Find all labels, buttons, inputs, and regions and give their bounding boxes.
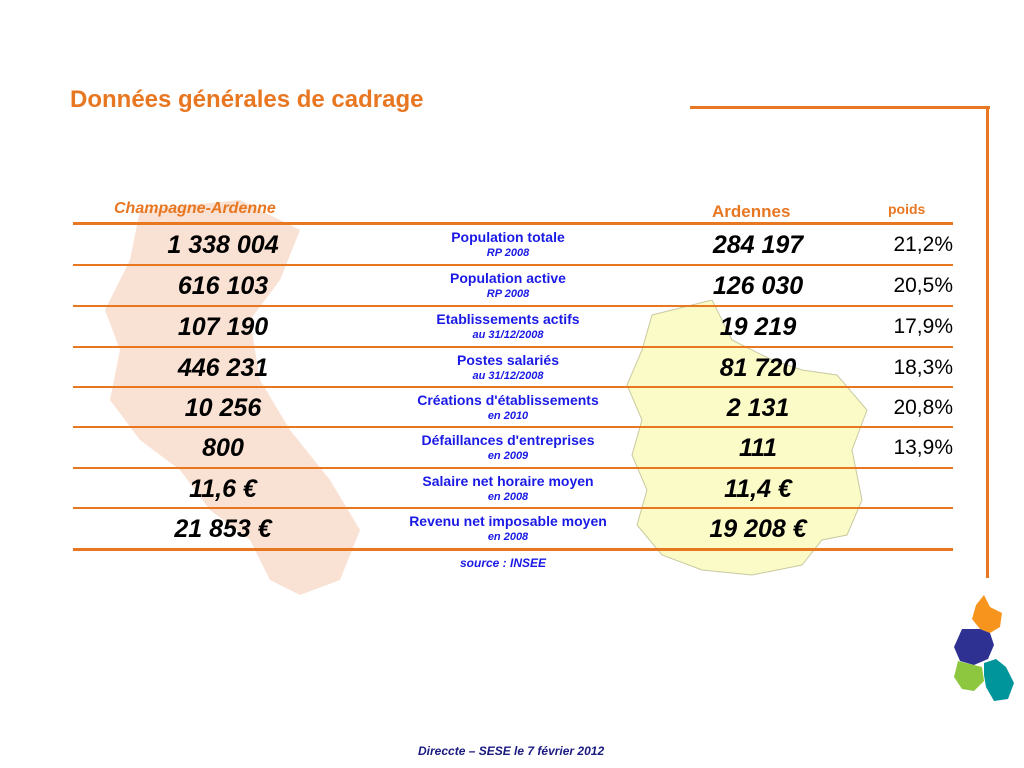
weight-value (863, 469, 953, 509)
source-note: source : INSEE (460, 556, 547, 570)
row-label-main: Salaire net horaire moyen (422, 473, 594, 489)
department-value: 2 131 (726, 394, 790, 422)
row-label-sub: en 2010 (487, 410, 529, 422)
row-label-main: Population totale (451, 229, 565, 245)
header-weight: poids (888, 201, 926, 217)
row-label (383, 388, 633, 428)
page-title: Données générales de cadrage (70, 86, 424, 113)
table-row (73, 307, 953, 347)
row-label (383, 307, 633, 347)
frame-right-line (986, 106, 989, 578)
row-label-main: Postes salariés (457, 352, 559, 368)
department-value: 111 (738, 434, 777, 462)
weight-value: 13,9% (893, 436, 953, 459)
row-label (383, 469, 633, 509)
table-row (73, 388, 953, 428)
region-value: 107 190 (177, 313, 269, 341)
row-label (383, 348, 633, 388)
row-label-sub: en 2008 (487, 491, 529, 503)
weight-value: 17,9% (893, 315, 953, 338)
region-value: 1 338 004 (167, 231, 279, 259)
table-row (73, 225, 953, 265)
row-label (383, 509, 633, 549)
row-label-sub: RP 2008 (486, 288, 530, 300)
region-value: 446 231 (177, 354, 269, 382)
row-label-sub: en 2009 (487, 450, 529, 462)
weight-value: 20,5% (893, 274, 953, 297)
row-label (383, 225, 633, 265)
row-label-sub: au 31/12/2008 (472, 370, 544, 382)
weight-value (863, 509, 953, 549)
department-value: 126 030 (712, 272, 804, 300)
region-value: 616 103 (177, 272, 269, 300)
weight-value: 21,2% (893, 233, 953, 256)
frame-top-line (690, 106, 990, 109)
department-value: 19 219 (719, 313, 797, 341)
footer-text: Direccte – SESE le 7 février 2012 (418, 744, 605, 758)
row-label-main: Population active (450, 270, 566, 286)
table-row (73, 469, 953, 509)
region-value: 11,6 € (189, 475, 257, 503)
region-value: 21 853 € (174, 515, 272, 543)
row-label (383, 266, 633, 306)
row-label-main: Revenu net imposable moyen (409, 513, 607, 529)
region-value: 10 256 (184, 394, 262, 422)
row-label (383, 428, 633, 468)
region-value: 800 (202, 434, 244, 462)
header-region: Champagne-Ardenne (114, 200, 276, 217)
weight-value: 20,8% (893, 396, 953, 419)
table-row (73, 509, 953, 549)
department-value: 19 208 € (709, 515, 807, 543)
department-value: 284 197 (712, 231, 804, 259)
table-row (73, 348, 953, 388)
department-value: 81 720 (719, 354, 797, 382)
regions-logo-icon (950, 595, 1022, 707)
row-label-sub: au 31/12/2008 (472, 329, 544, 341)
table-row (73, 428, 953, 468)
row-label-main: Etablissements actifs (436, 311, 580, 327)
row-label-sub: en 2008 (487, 531, 529, 543)
row-label-main: Défaillances d'entreprises (421, 432, 595, 448)
row-label-main: Créations d'établissements (417, 392, 599, 408)
header-department: Ardennes (712, 202, 791, 221)
table-row (73, 266, 953, 306)
weight-value: 18,3% (893, 356, 953, 379)
row-label-sub: RP 2008 (486, 247, 530, 259)
department-value: 11,4 € (724, 475, 792, 503)
